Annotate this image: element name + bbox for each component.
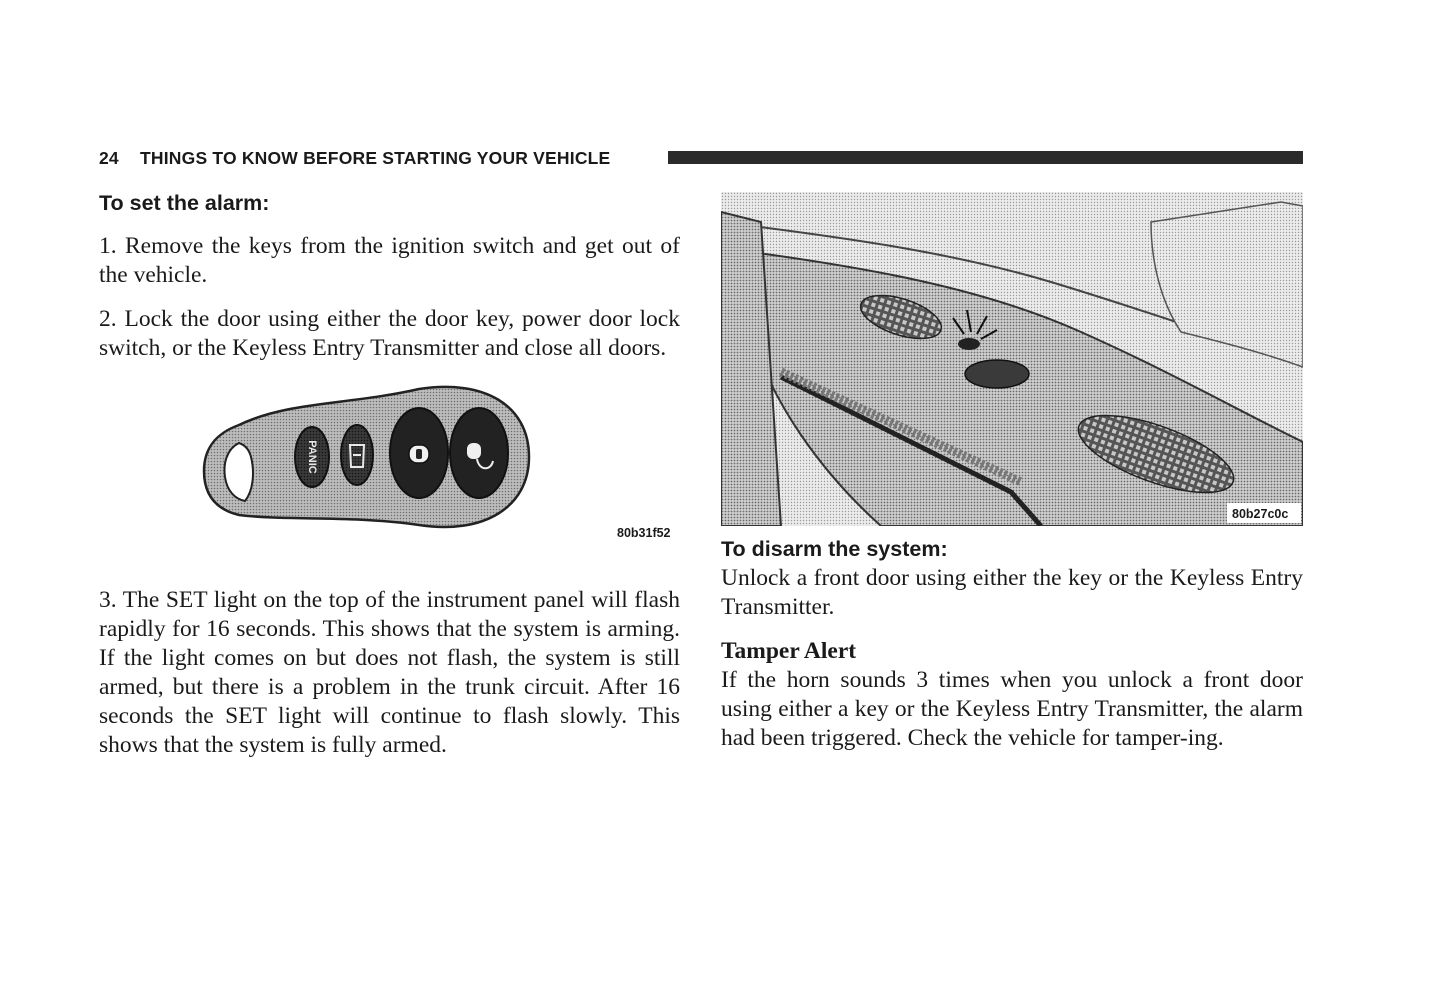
tamper-alert-text: If the horn sounds 3 times when you unlock a front door using either a key or the Keyless Entry Transmitter, the alarm had been triggered. Check the vehicle for tamper-ing. xyxy=(721,667,1303,751)
disarm-heading: To disarm the system: xyxy=(721,537,948,561)
panic-label: PANIC xyxy=(306,440,319,474)
page-number: 24 xyxy=(99,148,119,168)
page-header xyxy=(99,146,1303,170)
dashboard-illustration xyxy=(721,192,1303,526)
step-2-text: 2. Lock the door using either the door key, power door lock switch, or the Keyless Entry Transmitter and close all doors. xyxy=(99,306,680,361)
trunk-button-icon xyxy=(341,425,373,485)
panic-button-icon xyxy=(295,427,329,487)
key-fob-illustration xyxy=(99,385,680,570)
unlock-button-icon xyxy=(450,408,508,498)
figure-code-dashboard: 80b27c0c xyxy=(1232,507,1289,521)
set-alarm-heading: To set the alarm: xyxy=(99,191,270,215)
figure-code-keyfob: 80b31f52 xyxy=(617,526,671,540)
right-column xyxy=(721,192,1303,753)
tamper-alert-heading: Tamper Alert xyxy=(721,638,857,664)
chapter-title: THINGS TO KNOW BEFORE STARTING YOUR VEHICLE xyxy=(140,148,611,168)
lock-button-icon xyxy=(390,408,448,498)
header-rule xyxy=(668,151,1303,164)
step-1-text: 1. Remove the keys from the ignition switch and get out of the vehicle. xyxy=(99,233,680,288)
dashboard-figure xyxy=(721,192,1303,526)
key-fob-figure xyxy=(99,385,680,570)
left-column xyxy=(99,188,680,760)
step-3-text: 3. The SET light on the top of the instrument panel will flash rapidly for 16 seconds. This shows that the system is arming. If the light comes on but does not flash, the system is still armed, but there is a problem in the trunk circuit. After 16 seconds the SET light will continue to flash slowly. This shows that the system is fully armed. xyxy=(99,587,680,758)
disarm-text: Unlock a front door using either the key or the Keyless Entry Transmitter. xyxy=(721,565,1303,620)
